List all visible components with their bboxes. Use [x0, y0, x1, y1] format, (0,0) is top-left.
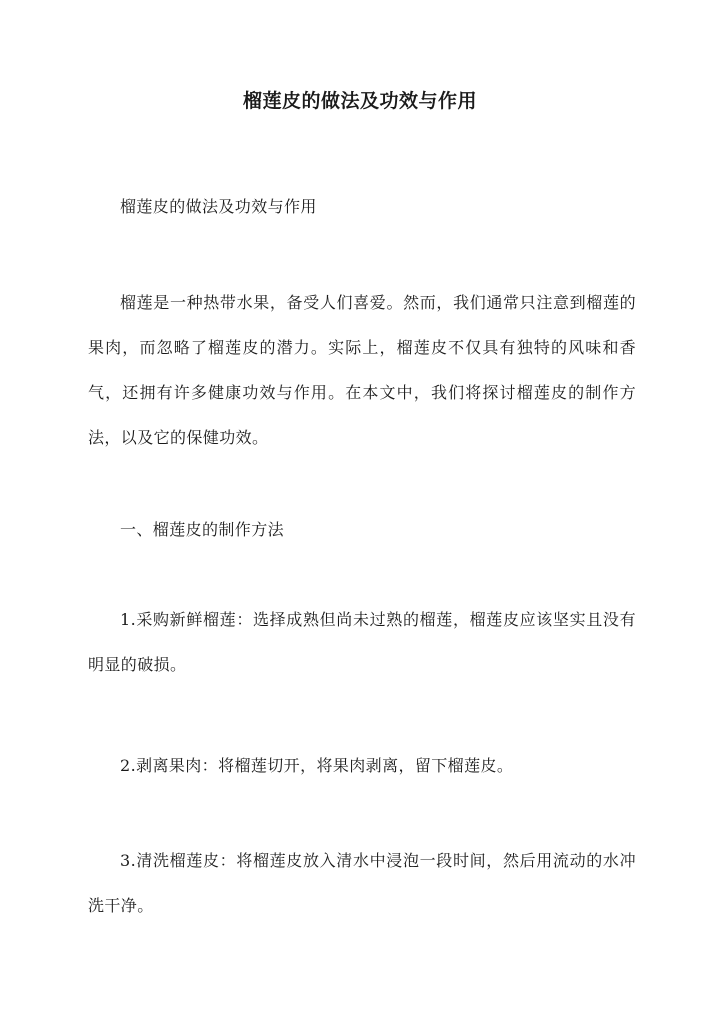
step-2-paragraph: 2.剥离果肉：将榴莲切开，将果肉剥离，留下榴莲皮。: [120, 756, 514, 775]
step-3-paragraph: 3.清洗榴莲皮：将榴莲皮放入清水中浸泡一段时间，然后用流动的水冲洗干净。: [88, 851, 636, 915]
intro-paragraph: 榴莲是一种热带水果，备受人们喜爱。然而，我们通常只注意到榴莲的果肉，而忽略了榴莲皮的潜力。实际上，榴莲皮不仅具有独特的风味和香气，还拥有许多健康功效与作用。在本文中，我们将探讨榴莲皮的制作方法，以及它的保健功效。: [88, 293, 636, 447]
section-heading: 一、榴莲皮的制作方法: [120, 520, 285, 539]
subtitle-paragraph: 榴莲皮的做法及功效与作用: [120, 197, 317, 216]
document-title: 榴莲皮的做法及功效与作用: [242, 90, 477, 112]
step-1-paragraph: 1.采购新鲜榴莲：选择成熟但尚未过熟的榴莲，榴莲皮应该坚实且没有明显的破损。: [88, 610, 636, 674]
